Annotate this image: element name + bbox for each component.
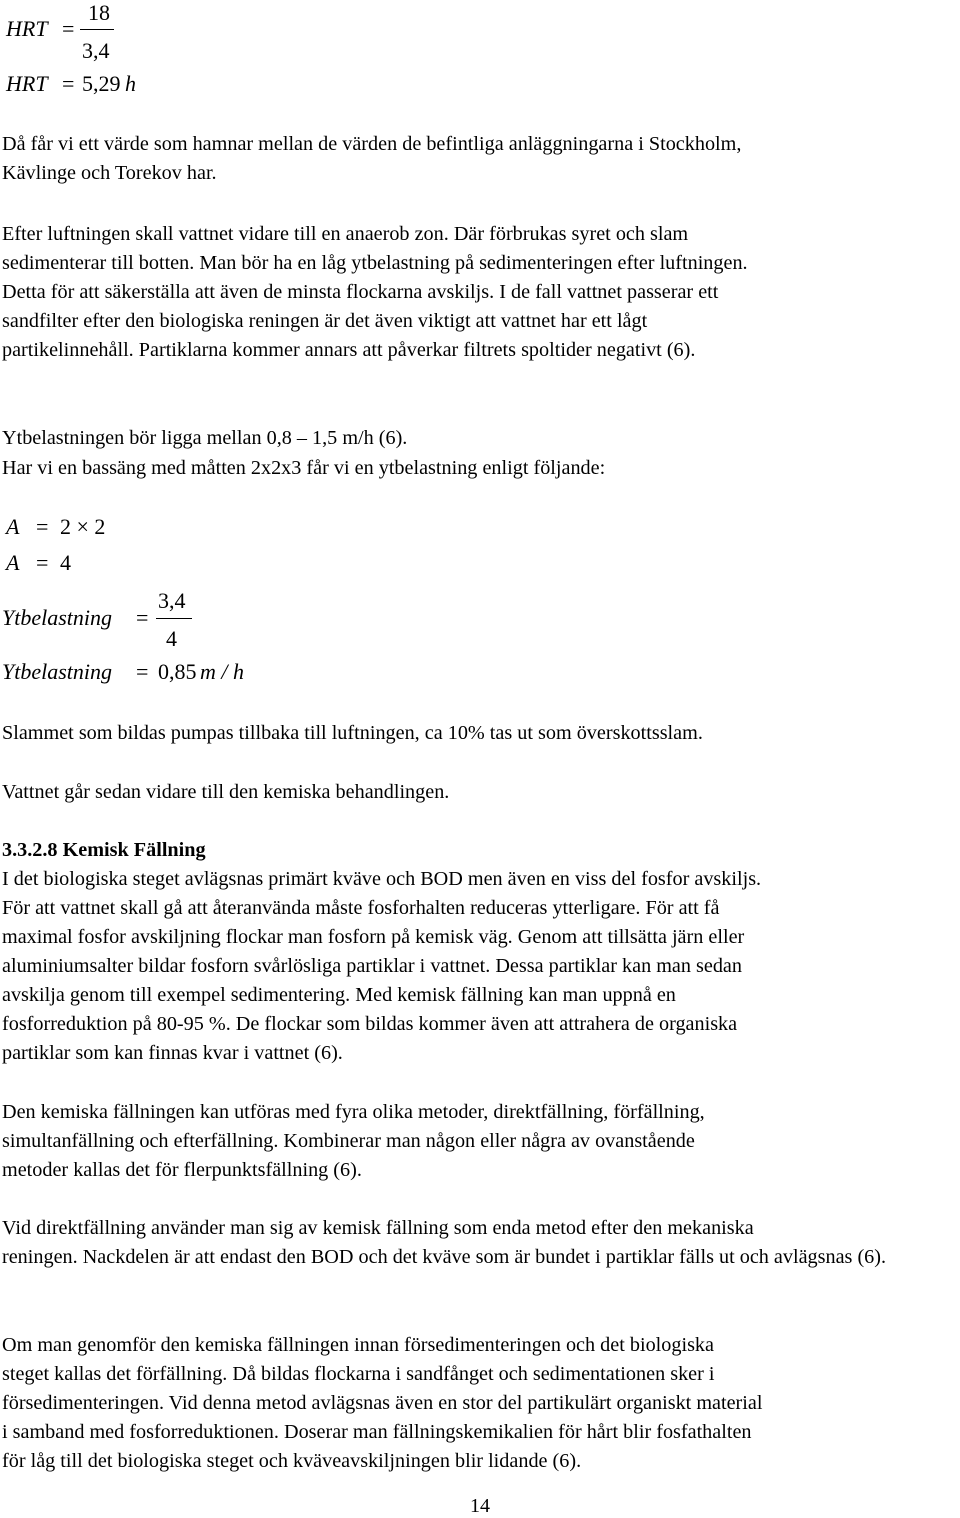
eqY1-equals: =	[136, 605, 149, 630]
eq1-numerator: 18	[88, 0, 110, 25]
paragraph-sludge-return	[2, 719, 958, 748]
text-line: I det biologiska steget avlägsnas primärt kväve och BOD men även en viss del fosfor avskiljs.	[2, 868, 762, 890]
text-line: för låg till det biologiska steget och kväveavskiljningen blir lidande (6).	[2, 1450, 582, 1472]
text-line: Den kemiska fällningen kan utföras med fyra olika metoder, direktfällning, förfällning,	[2, 1101, 705, 1123]
eqA2-lhs: A	[6, 550, 20, 575]
eqY2-value: 0,85	[158, 659, 197, 684]
paragraph-comparison	[2, 130, 958, 188]
text-line: partiklar som kan finnas kvar i vattnet (6).	[2, 1042, 343, 1064]
eq2-equals: =	[62, 71, 75, 96]
text-line: avskilja genom till exempel sedimentering. Med kemisk fällning kan man uppnå en	[2, 984, 676, 1006]
page-number: 14	[470, 1495, 490, 1517]
section-heading-text: 3.3.2.8 Kemisk Fällning	[2, 839, 206, 861]
text-line: och avlägsnas (6).	[739, 1246, 887, 1268]
text-line: sedimenterar till botten. Man bör ha en låg ytbelastning på sedimenteringen efter luftningen.	[2, 252, 748, 274]
paragraph-anaerobic-zone	[2, 220, 958, 365]
eqA1-rhs: 2 × 2	[60, 514, 106, 539]
eq1-fraction-bar	[80, 29, 114, 30]
text-line: Kävlinge och Torekov har.	[2, 162, 217, 184]
eqY2-equals: =	[136, 659, 149, 684]
paragraph-phosphorus-removal	[2, 865, 958, 1068]
text-line: maximal fosfor avskiljning flockar man fosforn på kemisk väg. Genom att tillsätta järn eller	[2, 926, 745, 948]
eq2-lhs: HRT	[6, 71, 48, 96]
eqA1-lhs: A	[6, 514, 20, 539]
paragraph-pre-precipitation	[2, 1331, 958, 1476]
text-line: reningen. Nackdelen är att endast den BOD och det kväve som är bundet i partiklar fälls ut	[2, 1246, 735, 1268]
text-line: fosforreduktion på 80-95 %. De flockar som bildas kommer även att attrahera de organiska	[2, 1013, 738, 1035]
eqA2-equals: =	[36, 550, 49, 575]
paragraph-direct-precipitation	[2, 1214, 958, 1272]
text-line: i samband med fosforreduktionen. Doserar man fällningskemikalien för hårt blir fosfathalten	[2, 1421, 752, 1443]
text-line: Detta för att säkerställa att även de minsta flockarna avskiljs. I de fall vattnet passerar ett	[2, 281, 719, 303]
eq1-equals: =	[62, 16, 75, 41]
eq2-value: 5,29	[82, 71, 121, 96]
paragraph-precipitation-methods	[2, 1098, 958, 1185]
text-line: försedimenteringen. Vid denna metod avlägsnas även en stor del partikulärt organiskt material	[2, 1392, 763, 1414]
eqY2-lhs: Ytbelastning	[2, 659, 113, 684]
text-line: För att vattnet skall gå att återanvända måste fosforhalten reduceras ytterligare. För att få	[2, 897, 720, 919]
text-line: partikelinnehåll. Partiklarna kommer annars att påverkar filtrets spoltider negativt (6).	[2, 339, 696, 361]
text-line: Efter luftningen skall vattnet vidare till en anaerob zon. Där förbrukas syret och slam	[2, 223, 689, 245]
text-line: Vattnet går sedan vidare till den kemiska behandlingen.	[2, 781, 450, 803]
text-line: metoder kallas det för flerpunktsfällning (6).	[2, 1159, 362, 1181]
eq2-unit: h	[125, 71, 136, 96]
text-line: steget kallas det förfällning. Då bildas flockarna i sandfånget och sedimentationen sker i	[2, 1363, 715, 1385]
paragraph-to-chemical-treatment	[2, 778, 958, 807]
text-line: Har vi en bassäng med måtten 2x2x3 får vi en ytbelastning enligt följande:	[2, 457, 606, 479]
eqA2-rhs: 4	[60, 550, 71, 575]
text-line: Vid direktfällning använder man sig av kemisk fällning som enda metod efter den mekaniska	[2, 1217, 754, 1239]
text-line: aluminiumsalter bildar fosforn svårlösliga partiklar i vattnet. Dessa partiklar kan man sedan	[2, 955, 742, 977]
text-line: Om man genomför den kemiska fällningen innan försedimenteringen och det biologiska	[2, 1334, 714, 1356]
section-heading	[2, 836, 958, 865]
eqY1-fraction-bar	[156, 618, 192, 619]
eqY2-unit: m / h	[200, 659, 244, 684]
eqY1-lhs: Ytbelastning	[2, 605, 113, 630]
text-line: sandfilter efter den biologiska reningen är det även viktigt att vattnet har ett lågt	[2, 310, 648, 332]
text-line: Då får vi ett värde som hamnar mellan de värden de befintliga anläggningarna i Stockholm,	[2, 133, 742, 155]
text-line: Ytbelastningen bör ligga mellan 0,8 – 1,5 m/h (6).	[2, 427, 408, 449]
eq1-lhs: HRT	[6, 16, 48, 41]
text-line: Slammet som bildas pumpas tillbaka till luftningen, ca 10% tas ut som överskottsslam.	[2, 722, 703, 744]
eq1-denominator: 3,4	[82, 38, 110, 63]
eqY1-numerator: 3,4	[158, 588, 186, 613]
eqA1-equals: =	[36, 514, 49, 539]
eqY1-denominator: 4	[166, 626, 177, 651]
paragraph-basin-dimensions	[2, 454, 958, 483]
paragraph-surface-load-range	[2, 424, 958, 453]
text-line: simultanfällning och efterfällning. Kombinerar man någon eller några av ovanstående	[2, 1130, 695, 1152]
